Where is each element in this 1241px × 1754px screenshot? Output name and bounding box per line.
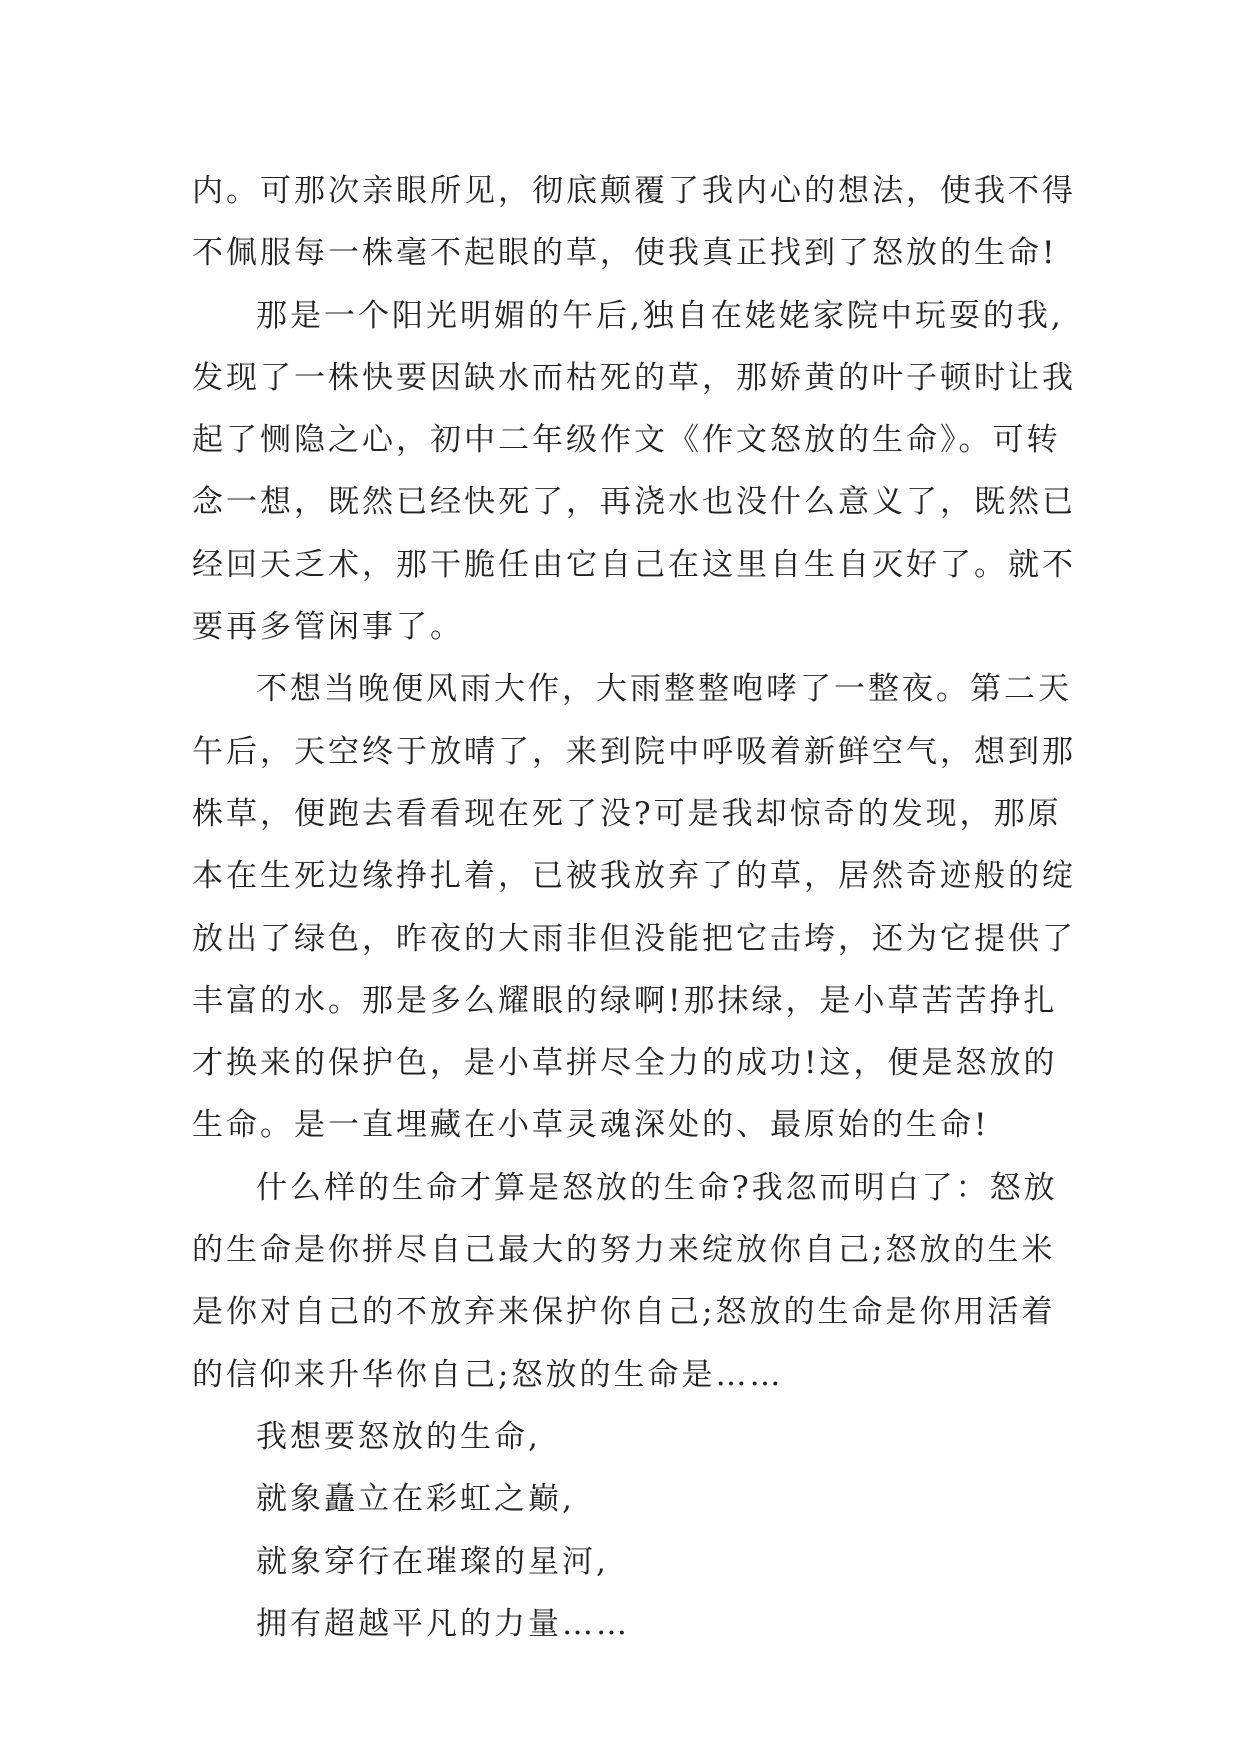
text-line: 放出了绿色，昨夜的大雨非但没能把它击垮，还为它提供了: [192, 920, 1076, 957]
text-line: 经回天乏术，那干脆任由它自己在这里自生自灭好了。就不: [192, 546, 1076, 583]
text-line: 就象矗立在彩虹之巅,: [256, 1481, 575, 1518]
text-line: 生命。是一直埋藏在小草灵魂深处的、最原始的生命!: [192, 1107, 990, 1144]
essay-body: [192, 160, 1076, 1655]
text-line: 要再多管闲事了。: [192, 609, 464, 646]
text-line: 不佩服每一株毫不起眼的草，使我真正找到了怒放的生命!: [192, 235, 1058, 272]
text-line: 株草，便跑去看看现在死了没?可是我却惊奇的发现，那原: [192, 795, 1062, 832]
text-line: 就象穿行在璀璨的星河,: [256, 1543, 609, 1580]
text-line: 发现了一株快要因缺水而枯死的草，那娇黄的叶子顿时让我: [192, 359, 1076, 396]
text-line: 起了恻隐之心，初中二年级作文《作文怒放的生命》。可转: [192, 422, 1061, 459]
text-line: 丰富的水。那是多么耀眼的绿啊!那抹绿，是小草苦苦挣扎: [192, 982, 1058, 1019]
text-line: 本在生死边缘挣扎着，已被我放弃了的草，居然奇迹般的绽: [192, 858, 1076, 895]
text-line: 不想当晚便风雨大作，大雨整整咆哮了一整夜。第二天: [256, 671, 1072, 708]
text-line: 内。可那次亲眼所见，彻底颠覆了我内心的想法，使我不得: [192, 173, 1076, 209]
text-line: 拥有超越平凡的力量……: [256, 1605, 630, 1642]
text-line: 念一想，既然已经快死了，再浇水也没什么意义了，既然已: [192, 484, 1076, 521]
text-line: 是你对自己的不放弃来保护你自己;怒放的生命是你用活着: [192, 1294, 1056, 1331]
text-line: 的生命是你拼尽自己最大的努力来绽放你自己;怒放的生米: [192, 1232, 1056, 1269]
text-line: 我想要怒放的生命,: [256, 1418, 541, 1455]
text-line: 才换来的保护色，是小草拼尽全力的成功!这，便是怒放的: [192, 1045, 1058, 1082]
text-line: 午后，天空终于放晴了，来到院中呼吸着新鲜空气，想到那: [192, 733, 1076, 770]
text-line: 那是一个阳光明媚的午后,独自在姥姥家院中玩耍的我,: [256, 297, 1064, 334]
text-line: 什么样的生命才算是怒放的生命?我忽而明白了：怒放: [256, 1169, 1058, 1206]
text-line: 的信仰来升华你自己;怒放的生命是……: [192, 1356, 784, 1393]
